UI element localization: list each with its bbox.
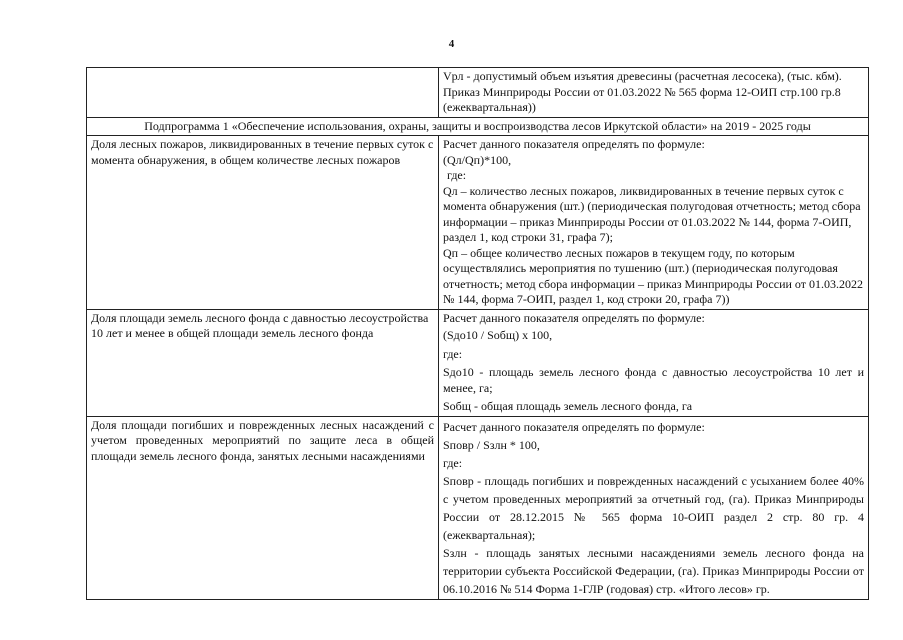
variable-definition: Sдо10 - площадь земель лесного фонда с давностью лесоустройства 10 лет и менее, га; (443, 365, 864, 395)
indicators-table (86, 67, 869, 600)
calculation-method-cell: Vрл - допустимый объем изъятия древесины (расчетная лесосека), (тыс. кбм). Приказ Минприроды России от 01.03.2022 № 565 форма 12-ОИП стр.100 гр.8 (ежеквартальная)) (439, 68, 869, 118)
subprogram-title: Подпрограмма 1 «Обеспечение использования, охраны, защиты и воспроизводства лесов Иркутской области» на 2019 - 2025 годы (87, 117, 869, 136)
indicator-name: Доля лесных пожаров, ликвидированных в течение первых суток с момента обнаружения, в общем количестве лесных пожаров (91, 137, 434, 167)
variable-definition: Qл – количество лесных пожаров, ликвидированных в течение первых суток с момента обнаружения (шт.) (периодическая полугодовая отчетность; метод сбора информации – приказ Минприроды России от 01.03.2022 № 144, форма 7-ОИП, раздел 1, код строки 31, графа 7); (443, 183, 861, 244)
table-row (87, 309, 869, 416)
variable-definition: Qп – общее количество лесных пожаров в текущем году, по которым осуществлялись мероприятия по тушению (шт.) (периодическая полугодовая отчетность; метод сбора информации – приказ Минприроды России от 01.03.2022 № 144, форма 7-ОИП, раздел 1, код строки 20, графа 7)) (443, 245, 863, 306)
variable-definition: Sзлн - площадь занятых лесными насаждениями земель лесного фонда на территории субъекта Российской Федерации, (га). Приказ Минприроды России от 06.10.2016 № 514 Форма 1-ГЛР (годовая) стр. «Итого лесов» гр. (443, 545, 864, 596)
indicator-name: Доля площади земель лесного фонда с давностью лесоустройства 10 лет и менее в общей площади земель лесного фонда (91, 310, 429, 340)
subprogram-header-row (87, 117, 869, 136)
indicator-name-cell (87, 136, 439, 310)
calculation-method-cell (439, 416, 869, 599)
variable-definition: Sповр - площадь погибших и поврежденных насаждений с усыханием более 40% с учетом проведенных мероприятий за отчетный год, (га). Приказ Минприроды России от 28.12.2015 № 565 форма 10-ОИП раздел 2 стр. 80 гр. 4 (ежеквартальная); (443, 473, 864, 542)
page-number: 4 (448, 38, 455, 50)
table-row (87, 136, 869, 310)
formula: (Qл/Qп)*100, (443, 152, 512, 167)
formula: (Sдо10 / Sобщ) x 100, (443, 328, 553, 342)
where-label: где: (443, 346, 463, 361)
formula-intro: Расчет данного показателя определять по формуле: (443, 419, 705, 434)
indicator-name: Доля площади погибших и поврежденных лесных насаждений с учетом проведенных мероприятий по защите леса в общей площади земель лесного фонда, занятых лесными насаждениями (91, 417, 434, 463)
calculation-method-cell (439, 136, 869, 310)
formula-intro: Расчет данного показателя определять по формуле: (443, 310, 705, 325)
where-label: где: (443, 455, 463, 470)
table-row (87, 68, 869, 118)
variable-definition: Sобщ - общая площадь земель лесного фонда, га (443, 399, 693, 413)
formula-intro: Расчет данного показателя определять по формуле: (443, 137, 705, 151)
indicator-name-cell (87, 416, 439, 599)
indicator-name-cell (87, 68, 439, 118)
where-label: где: (447, 168, 467, 182)
indicator-name-cell (87, 309, 439, 416)
calculation-method-cell (439, 309, 869, 416)
table-row (87, 416, 869, 599)
formula: Sповр / Sзлн * 100, (443, 437, 540, 452)
